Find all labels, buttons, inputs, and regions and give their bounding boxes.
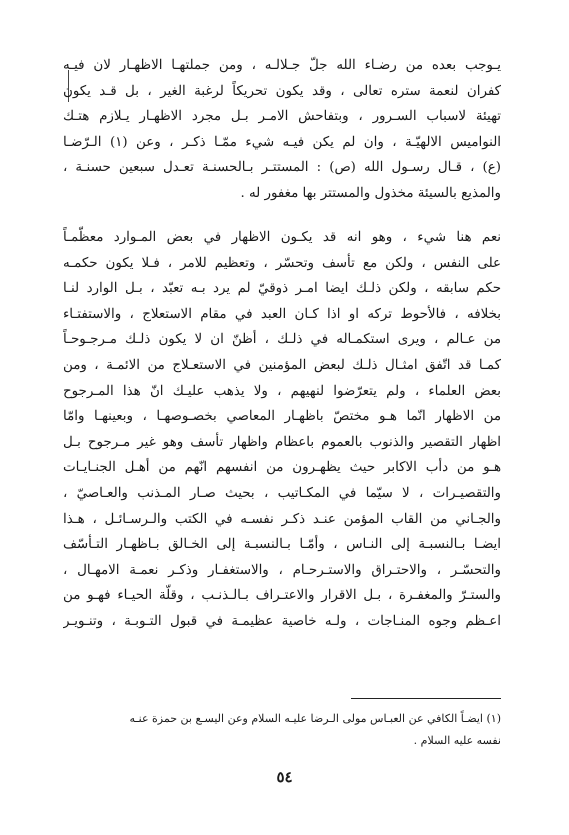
text-line: والتحسّـر ، والاحتـراق والاستـرحـام ، والاستغفـار وذكـر نعمـة الامهـال ،	[63, 562, 501, 578]
text-line: اعـظم وجوه المنـاجات ، ولـه خاصية عظيمـة في قبول التـوبـة ، وتنـويـر	[63, 613, 501, 629]
text-line: على النفس ، ولكن مع تأسف وتحسّر ، وتعظيم للامر ، فـلا يكون حكمـه	[63, 255, 501, 271]
text-line: من الاظهار انّما هـو مختصّ باظهـار المعاصي بخصـوصهـا ، وبعينهـا وامّا	[63, 409, 501, 425]
text-line: كفران لنعمة ستره تعالى ، وقد يكون تحريكاً لرغبة الغير ، بل قـد يكون	[63, 83, 501, 99]
text-line: يـوجب بعده من رضـاء الله جلّ جـلالـه ، ومن جملتهـا الاظهـار لان فيـه	[63, 58, 501, 73]
paragraph-2	[63, 225, 501, 635]
text-line: والجـاني من القاب المؤمن عنـد ذكـر نفسـه في الكتب والـرسـائـل ، هـذا	[63, 511, 501, 527]
text-line: ايضـا بـالنسبـة إلى النـاس ، وأمّـا بـالنسبـة إلى الخـالق بـاظهـار التـأسّف	[63, 537, 501, 553]
text-line: النواميس الالهيّـة ، وان لم يكن فيـه شيء ممّـا ذكـر ، وعن (١) الـرّضـا	[63, 134, 501, 150]
text-line: والستـرّ والمغفـرة ، بـل الاقرار والاعتـراف بـالـذنـب ، وقلّة الحيـاء فهـو من	[63, 588, 501, 604]
footnotes	[63, 708, 501, 752]
text-line: والتقصيـرات ، لا سيّما في المكـاتيب ، بحيث صـار المـذنب والعـاصيّ ،	[63, 485, 501, 501]
text-line: هـو من دأب الاكابر حيث يظهـرون من انفسهم انّهم من أهـل الجنـايـات	[63, 460, 501, 476]
text-line: كمـا قد اتّفق امثـال ذلـك لبعض المؤمنين في الاستعـلاج من الائمـة ، ومن	[63, 357, 501, 373]
text-line: والمذيع بالسيئة مخذول والمستتر بها مغفور له .	[240, 185, 501, 201]
text-line: نعم هنا شيء ، وهو انه قد يكـون الاظهار في بعض المـوارد معظّمـاً	[63, 230, 501, 245]
footnote-line: نفسه عليه السلام .	[413, 734, 501, 747]
text-line: بعض العلماء ، ولم يتعرّضوا لنهيهم ، ولا يذهب عليـك انّ هذا المـرجوح	[63, 383, 501, 399]
paragraph-1	[63, 53, 501, 207]
text-line: (ع) ، قـال رسـول الله (ص) : المستتـر بـالحسنـة تعـدل سبعين حسنـة ،	[63, 160, 501, 176]
text-line: من عـالم ، ويرى استكمـاله في ذلـك ، أظنّ ان لا يكون ذلـك مـرجـوحـاً	[63, 332, 501, 348]
text-line: اظهار التقصير والذنوب بالعموم باعظام واظهار تأسف وهو غير مـرجوح بـل	[63, 434, 501, 450]
footnote-line: (١) ايضـاً الكافي عن العبـاس مولى الـرضا عليـه السلام وعن اليسـع بن حمزة عنـه	[129, 712, 501, 725]
text-line: حكم سابقه ، ولكن ذلـك ايضا امـر ذوقيّ لم يرد بـه تعبّد ، بـل الوارد لنـا	[63, 281, 501, 297]
footnote-divider	[351, 698, 501, 699]
page-number: ٥٤	[276, 768, 293, 786]
text-line: بخلافه ، فالأحوط تركه او اذا كـان العبد في مقام الاستعلاج ، والاستفتـاء	[63, 306, 501, 322]
text-line: تهيئة لاسباب السـرور ، وبتفاحش الامـر بـل مجرد الاظهـار يـلازم هتـك	[63, 109, 501, 125]
